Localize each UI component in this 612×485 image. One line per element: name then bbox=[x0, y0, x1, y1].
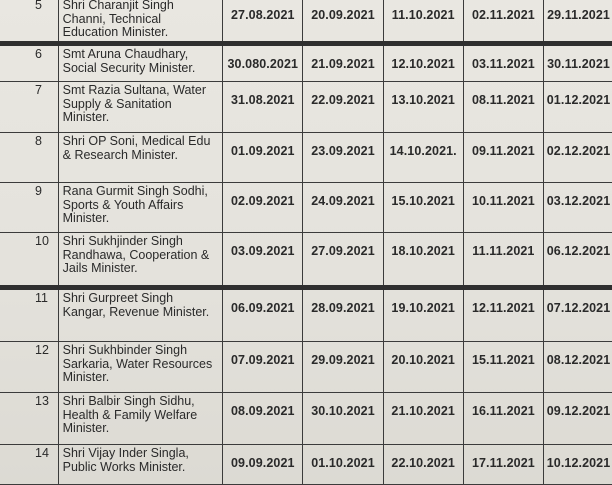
table-row bbox=[0, 445, 612, 485]
minister-name: Shri Gurpreet Singh Kangar, Revenue Minister. bbox=[58, 288, 223, 342]
date-cell: 30.10.2021 bbox=[303, 393, 383, 445]
table-row bbox=[0, 82, 612, 133]
date-cell: 08.11.2021 bbox=[463, 82, 543, 133]
date-cell: 27.08.2021 bbox=[223, 0, 303, 44]
date-cell: 15.11.2021 bbox=[463, 342, 543, 393]
date-cell: 30.080.2021 bbox=[223, 44, 303, 82]
table-row bbox=[0, 133, 612, 183]
date-cell: 31.08.2021 bbox=[223, 82, 303, 133]
date-cell: 27.09.2021 bbox=[303, 233, 383, 288]
date-cell: 02.12.2021 bbox=[544, 133, 612, 183]
date-cell: 22.09.2021 bbox=[303, 82, 383, 133]
date-cell: 02.09.2021 bbox=[223, 183, 303, 233]
serial-number: 12 bbox=[0, 342, 58, 393]
date-cell: 24.09.2021 bbox=[303, 183, 383, 233]
date-cell: 03.12.2021 bbox=[544, 183, 612, 233]
table-row bbox=[0, 183, 612, 233]
date-cell: 07.12.2021 bbox=[544, 288, 612, 342]
serial-number: 13 bbox=[0, 393, 58, 445]
date-cell: 14.10.2021. bbox=[383, 133, 463, 183]
date-cell: 01.10.2021 bbox=[303, 445, 383, 485]
serial-number: 14 bbox=[0, 445, 58, 485]
date-cell: 23.09.2021 bbox=[303, 133, 383, 183]
date-cell: 01.09.2021 bbox=[223, 133, 303, 183]
serial-number: 6 bbox=[0, 44, 58, 82]
serial-number: 8 bbox=[0, 133, 58, 183]
date-cell: 08.12.2021 bbox=[544, 342, 612, 393]
date-cell: 21.10.2021 bbox=[383, 393, 463, 445]
date-cell: 18.10.2021 bbox=[383, 233, 463, 288]
date-cell: 15.10.2021 bbox=[383, 183, 463, 233]
date-cell: 08.09.2021 bbox=[223, 393, 303, 445]
date-cell: 10.12.2021 bbox=[544, 445, 612, 485]
minister-name: Shri Charanjit Singh Channi, Technical Education Minister. bbox=[58, 0, 223, 44]
date-cell: 11.10.2021 bbox=[383, 0, 463, 44]
date-cell: 17.11.2021 bbox=[463, 445, 543, 485]
serial-number: 7 bbox=[0, 82, 58, 133]
date-cell: 03.11.2021 bbox=[463, 44, 543, 82]
date-cell: 06.12.2021 bbox=[544, 233, 612, 288]
date-cell: 19.10.2021 bbox=[383, 288, 463, 342]
date-cell: 11.11.2021 bbox=[463, 233, 543, 288]
date-cell: 28.09.2021 bbox=[303, 288, 383, 342]
table-row bbox=[0, 393, 612, 445]
table-row bbox=[0, 44, 612, 82]
date-cell: 20.10.2021 bbox=[383, 342, 463, 393]
minister-name: Shri Balbir Singh Sidhu, Health & Family Welfare Minister. bbox=[58, 393, 223, 445]
date-cell: 12.11.2021 bbox=[463, 288, 543, 342]
date-cell: 02.11.2021 bbox=[463, 0, 543, 44]
date-cell: 20.09.2021 bbox=[303, 0, 383, 44]
date-cell: 01.12.2021 bbox=[544, 82, 612, 133]
date-cell: 07.09.2021 bbox=[223, 342, 303, 393]
date-cell: 30.11.2021 bbox=[544, 44, 612, 82]
minister-name: Shri Vijay Inder Singla, Public Works Minister. bbox=[58, 445, 223, 485]
serial-number: 10 bbox=[0, 233, 58, 288]
date-cell: 22.10.2021 bbox=[383, 445, 463, 485]
minister-name: Shri Sukhbinder Singh Sarkaria, Water Resources Minister. bbox=[58, 342, 223, 393]
serial-number: 11 bbox=[0, 288, 58, 342]
minister-name: Rana Gurmit Singh Sodhi, Sports & Youth Affairs Minister. bbox=[58, 183, 223, 233]
table-row bbox=[0, 0, 612, 44]
date-cell: 21.09.2021 bbox=[303, 44, 383, 82]
serial-number: 5 bbox=[0, 0, 58, 44]
date-cell: 09.12.2021 bbox=[544, 393, 612, 445]
date-cell: 13.10.2021 bbox=[383, 82, 463, 133]
table-row bbox=[0, 288, 612, 342]
date-cell: 03.09.2021 bbox=[223, 233, 303, 288]
minister-name: Shri OP Soni, Medical Edu & Research Minister. bbox=[58, 133, 223, 183]
date-cell: 10.11.2021 bbox=[463, 183, 543, 233]
table-row bbox=[0, 342, 612, 393]
minister-name: Shri Sukhjinder Singh Randhawa, Cooperation & Jails Minister. bbox=[58, 233, 223, 288]
serial-number: 9 bbox=[0, 183, 58, 233]
minister-name: Smt Razia Sultana, Water Supply & Sanitation Minister. bbox=[58, 82, 223, 133]
minister-name: Smt Aruna Chaudhary, Social Security Minister. bbox=[58, 44, 223, 82]
date-cell: 29.11.2021 bbox=[544, 0, 612, 44]
date-cell: 16.11.2021 bbox=[463, 393, 543, 445]
date-cell: 09.11.2021 bbox=[463, 133, 543, 183]
date-cell: 12.10.2021 bbox=[383, 44, 463, 82]
date-cell: 29.09.2021 bbox=[303, 342, 383, 393]
table-row bbox=[0, 233, 612, 288]
date-cell: 06.09.2021 bbox=[223, 288, 303, 342]
date-cell: 09.09.2021 bbox=[223, 445, 303, 485]
